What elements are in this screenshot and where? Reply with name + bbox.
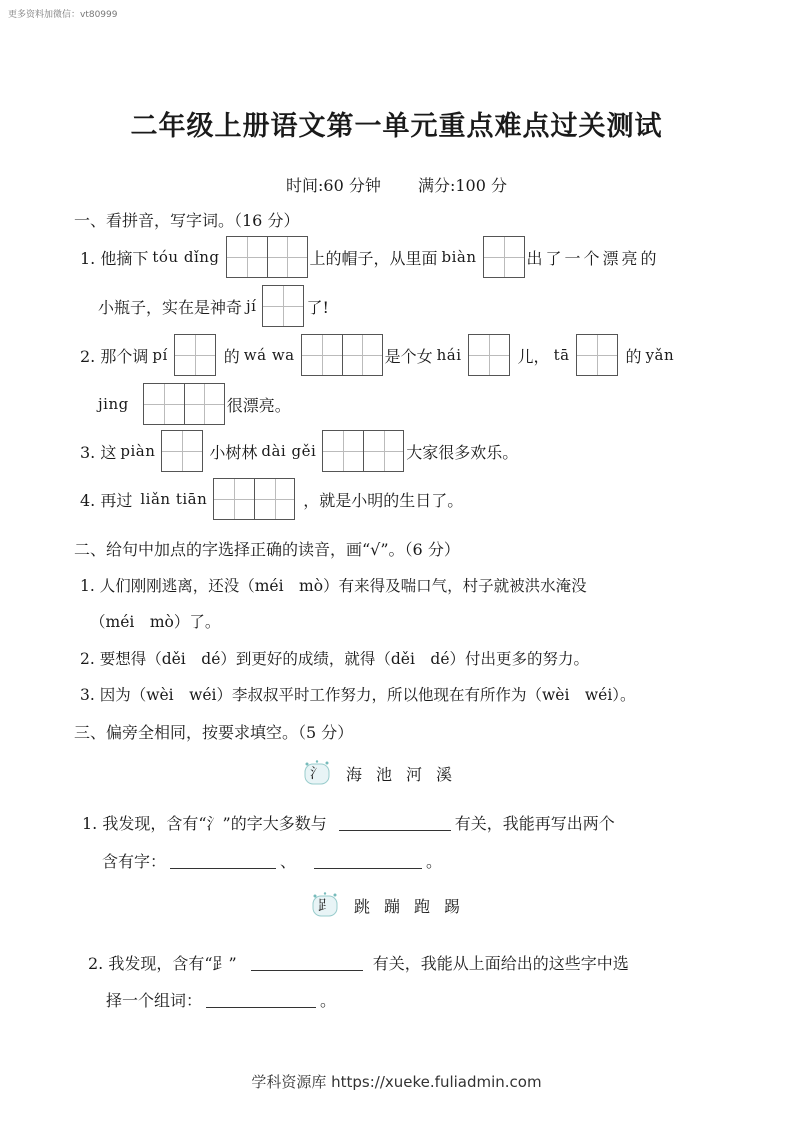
q-text: 小瓶子，实在是神奇 bbox=[98, 297, 243, 317]
radical-char: 氵 bbox=[310, 766, 324, 782]
tianzige-box[interactable] bbox=[262, 285, 304, 327]
q-text: 了! bbox=[306, 297, 329, 317]
q-text: 是个女 bbox=[384, 346, 433, 366]
footer-source: 学科资源库 https://xueke.fuliadmin.com bbox=[251, 1073, 542, 1091]
radical-group-foot bbox=[310, 892, 474, 918]
q-text: 大家很多欢乐。 bbox=[406, 442, 519, 462]
tianzige-box[interactable] bbox=[322, 430, 404, 472]
s3-q2-line1 bbox=[88, 951, 629, 974]
s2-q1-line1: 1. 人们刚刚逃离，还没（méi mò）有来得及喘口气，村子就被洪水淹没 bbox=[80, 577, 587, 595]
q-text: 。 bbox=[426, 852, 443, 871]
section-2-heading: 二、给句中加点的字选择正确的读音，画“√”。（6 分） bbox=[74, 540, 460, 559]
q-text: 儿， bbox=[517, 346, 550, 366]
tianzige-box[interactable] bbox=[161, 430, 203, 472]
q-text: 的 bbox=[625, 346, 642, 366]
s1-q2-line2 bbox=[98, 383, 291, 425]
answer-blank[interactable] bbox=[170, 852, 276, 869]
q-text: 含有字： bbox=[102, 852, 167, 871]
water-radical-badge bbox=[302, 760, 332, 786]
q-text: 、 bbox=[280, 852, 297, 871]
tianzige-box[interactable] bbox=[301, 334, 383, 376]
q-text: 1. 我发现，含有“氵”的字大多数与 bbox=[82, 814, 327, 833]
radical-chars: 海池河溪 bbox=[346, 764, 467, 784]
tianzige-box[interactable] bbox=[174, 334, 216, 376]
pinyin: pí bbox=[152, 346, 168, 364]
answer-blank[interactable] bbox=[339, 814, 451, 831]
answer-blank[interactable] bbox=[314, 852, 422, 869]
section-1-heading: 一、看拼音，写字词。（16 分） bbox=[74, 211, 300, 230]
exam-meta bbox=[0, 173, 793, 196]
s2-q2-line: 2. 要想得（děi dé）到更好的成绩，就得（děi dé）付出更多的努力。 bbox=[80, 650, 590, 668]
answer-blank[interactable] bbox=[251, 954, 363, 971]
pinyin: wá wa bbox=[243, 346, 295, 364]
exam-time: 时间:60 分钟 bbox=[286, 176, 381, 195]
pinyin: biàn bbox=[441, 248, 477, 266]
exam-score: 满分:100 分 bbox=[417, 176, 507, 195]
pinyin: jí bbox=[246, 297, 257, 315]
s2-q1-line2: （méi mò）了。 bbox=[90, 613, 221, 631]
watermark: 更多资料加微信：vt80999 bbox=[8, 10, 118, 20]
q-text: ，就是小明的生日了。 bbox=[303, 490, 464, 510]
q-text: 上的帽子，从里面 bbox=[309, 248, 438, 268]
radical-group-water bbox=[302, 760, 466, 786]
pinyin: tóu dǐng bbox=[152, 248, 220, 266]
tianzige-box[interactable] bbox=[468, 334, 510, 376]
tianzige-box[interactable] bbox=[483, 236, 525, 278]
q-text: 择一个组词： bbox=[106, 991, 203, 1010]
q-text: 出了一个漂亮的 bbox=[526, 248, 660, 268]
q-text: 3. 这 bbox=[80, 442, 117, 462]
foot-radical-badge bbox=[310, 892, 340, 918]
q-text: 的 bbox=[223, 346, 240, 366]
section-3-heading: 三、偏旁全相同，按要求填空。（5 分） bbox=[74, 723, 354, 742]
q-text: 很漂亮。 bbox=[226, 395, 291, 415]
q-text: 有关，我能再写出两个 bbox=[454, 814, 615, 833]
pinyin: hái bbox=[436, 346, 462, 364]
tianzige-box[interactable] bbox=[576, 334, 618, 376]
q-text: 有关，我能从上面给出的这些字中选 bbox=[372, 954, 629, 973]
q-text: 。 bbox=[320, 991, 337, 1010]
pinyin: jing bbox=[98, 395, 129, 413]
radical-chars: 跳蹦跑踢 bbox=[354, 896, 475, 916]
s3-q1-line2 bbox=[102, 849, 442, 872]
page-title: 二年级上册语文第一单元重点难点过关测试 bbox=[130, 111, 663, 142]
s3-q1-line1 bbox=[82, 811, 615, 834]
q-text: 小树林 bbox=[209, 442, 258, 462]
pinyin: dài gěi bbox=[261, 442, 317, 460]
pinyin: piàn bbox=[120, 442, 156, 460]
s1-q2-line1 bbox=[80, 334, 678, 376]
q-text: 2. 那个调 bbox=[80, 346, 149, 366]
pinyin: yǎn bbox=[645, 346, 675, 364]
tianzige-box[interactable] bbox=[143, 383, 225, 425]
s1-q3-line bbox=[80, 430, 518, 472]
pinyin: liǎn tiān bbox=[140, 490, 208, 508]
s1-q4-line bbox=[80, 478, 463, 520]
tianzige-box[interactable] bbox=[226, 236, 308, 278]
q-text: 2. 我发现，含有“𧾷” bbox=[88, 954, 237, 973]
answer-blank[interactable] bbox=[206, 991, 316, 1008]
q-text: 4. 再过 bbox=[80, 490, 133, 510]
radical-char: 𧾷 bbox=[318, 898, 332, 914]
tianzige-box[interactable] bbox=[213, 478, 295, 520]
s3-q2-line2 bbox=[106, 988, 336, 1011]
s1-q1-line1 bbox=[80, 236, 660, 278]
s1-q1-line2 bbox=[98, 285, 329, 327]
q-text: 1. 他摘下 bbox=[80, 248, 149, 268]
pinyin: tā bbox=[553, 346, 570, 364]
s2-q3-line: 3. 因为（wèi wéi）李叔叔平时工作努力，所以他现在有所作为（wèi wéi）。 bbox=[80, 686, 636, 704]
